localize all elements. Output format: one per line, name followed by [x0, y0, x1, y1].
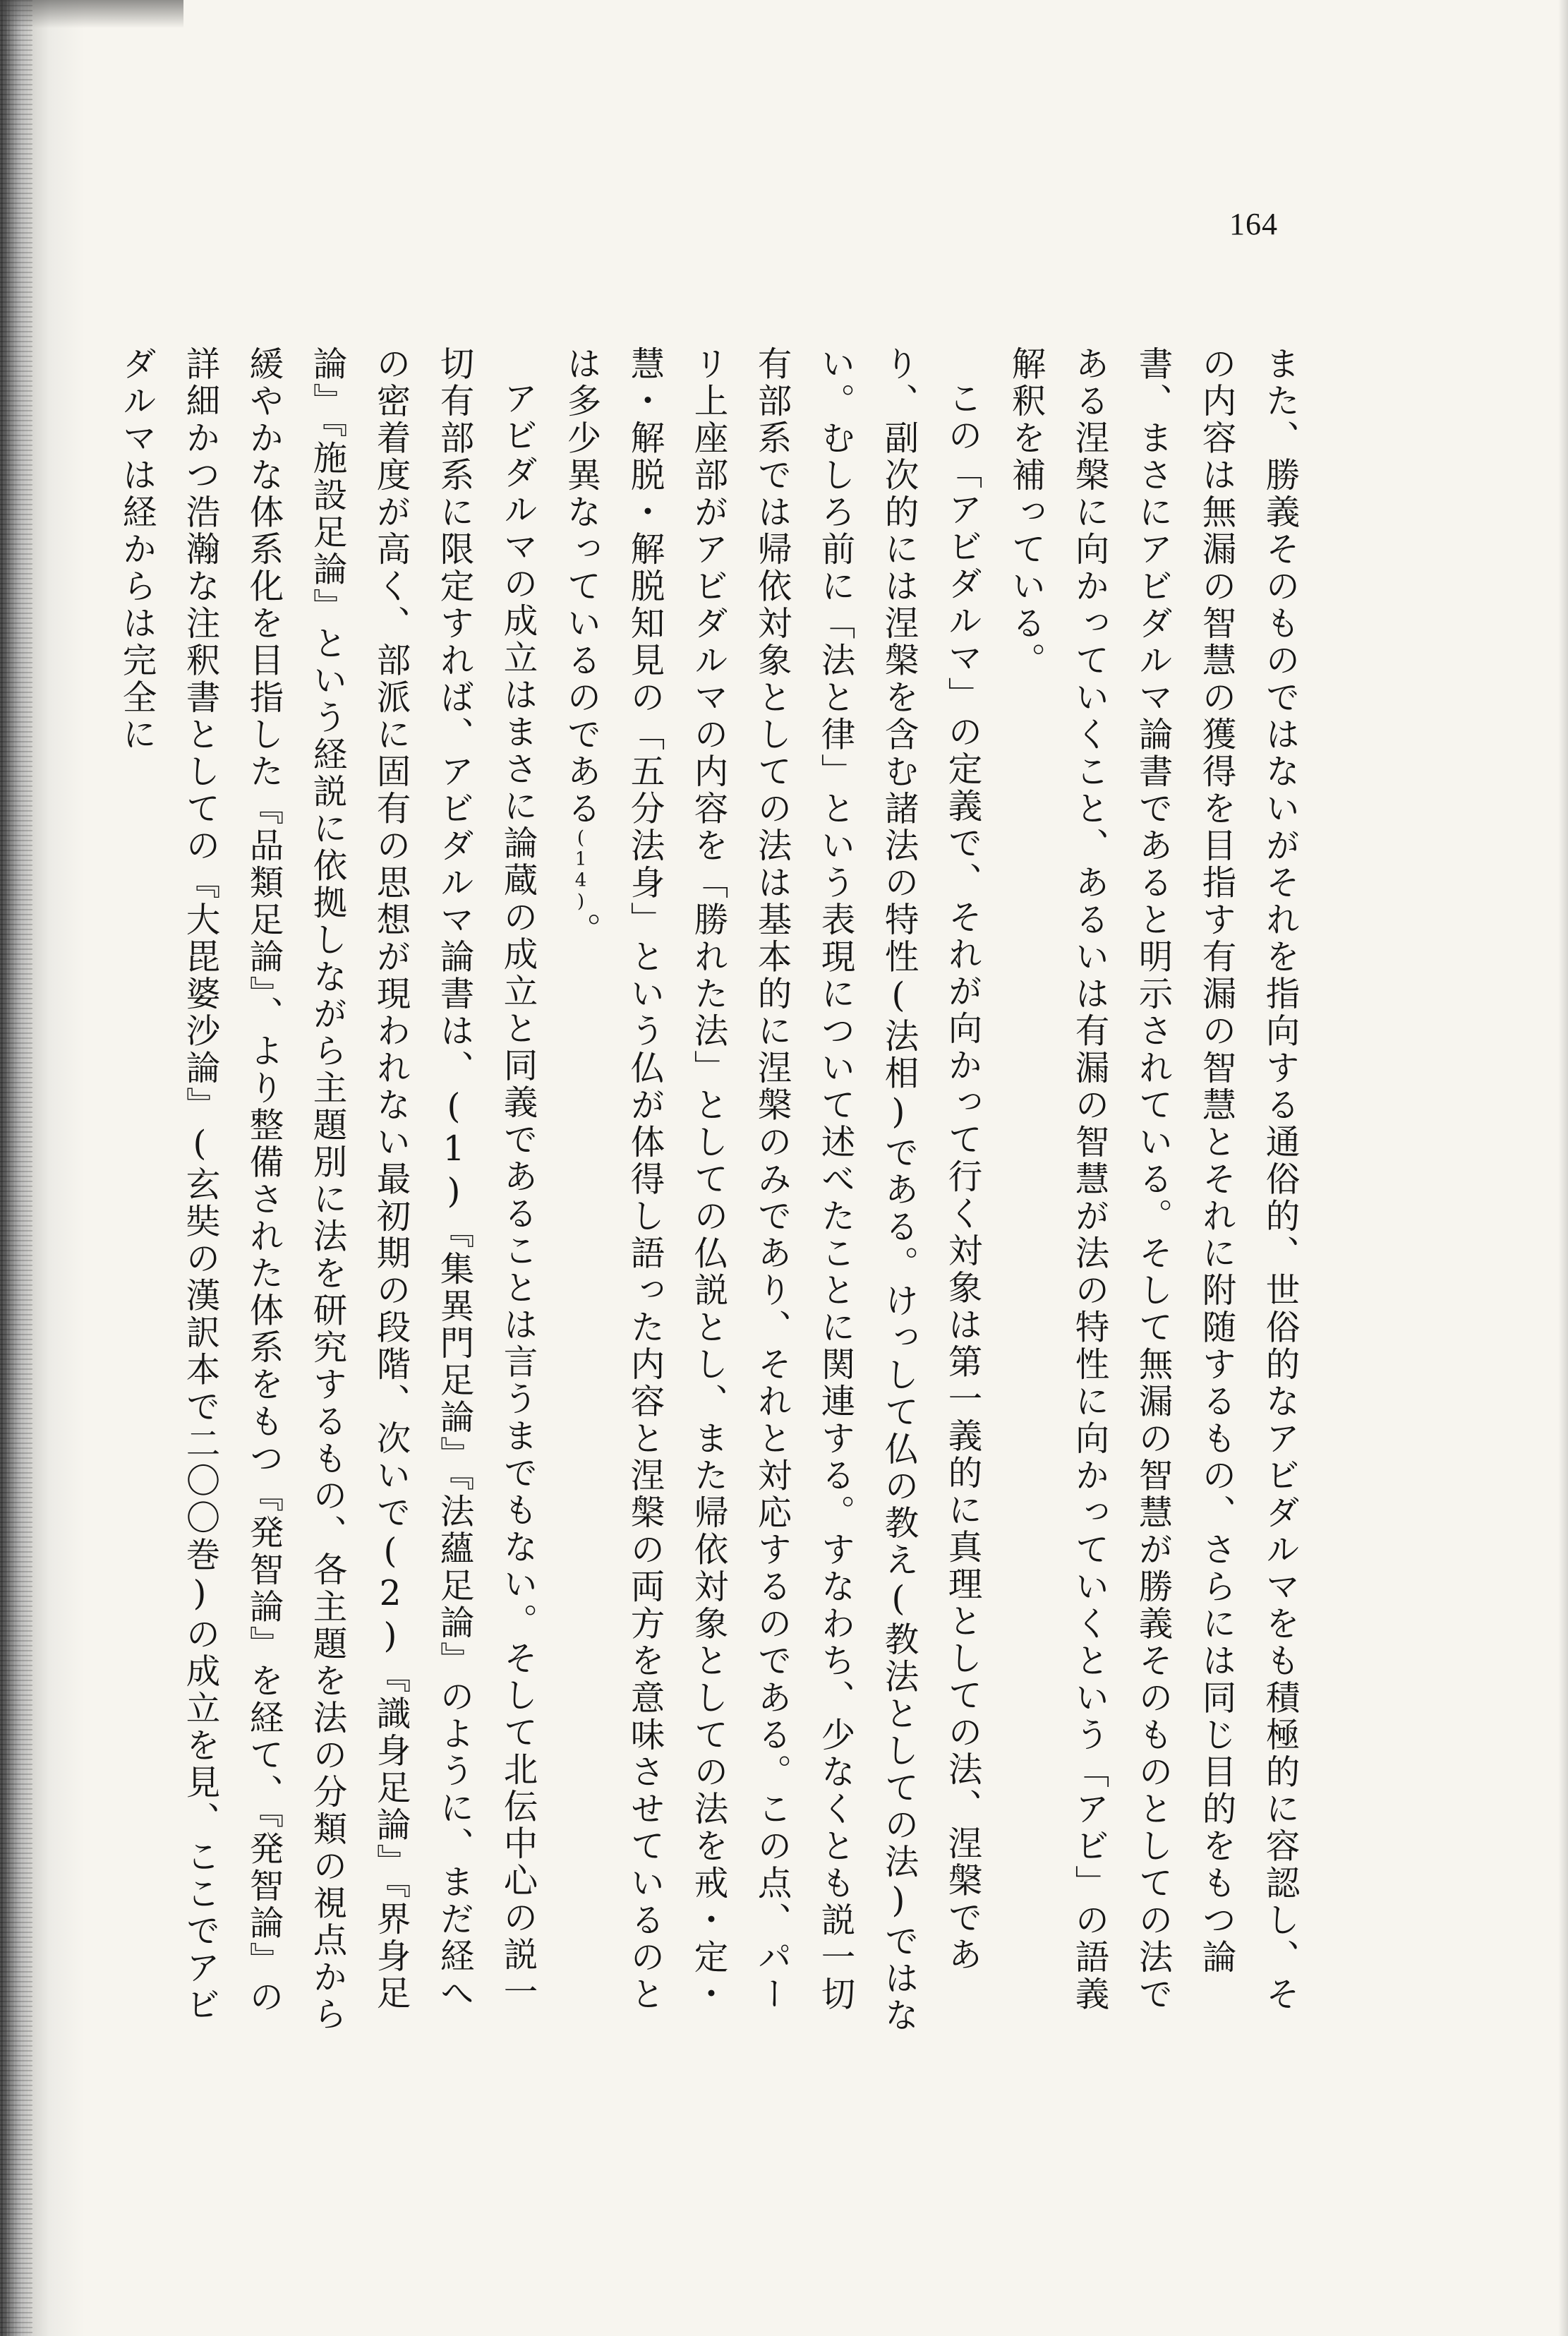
paragraph-1: また、勝義そのものではないがそれを指向する通俗的、世俗的なアビダルマをも積極的に容認し、その内容は無漏の智慧の獲得を目指す有漏の智慧とそれに附随するもの、さらには同じ目的をもつ論書、まさにアビダルマ論書であると明示されている。そして無漏の智慧が勝義そのものとしての法である涅槃に向かっていくこと、あるいは有漏の智慧が法の特性に向かっていくという「アビ」の語義解釈を補っている。 — [1006, 346, 1299, 2013]
footnote-marker: (14) — [570, 827, 591, 913]
paragraph-2 — [549, 346, 994, 2040]
paragraph-2-end: 。 — [561, 912, 601, 949]
page-edge — [1558, 0, 1568, 2336]
vertical-text-body — [41, 346, 1311, 2040]
binding-texture — [0, 0, 32, 2336]
paragraph-2-text: この「アビダルマ」の定義で、それが向かって行く対象は第一義的に真理としての法、涅槃であり、副次的には涅槃を含む諸法の特性(法相)である。けっして仏の教え(教法としての法)ではない。むしろ前に「法と律」という表現について述べたことに関連する。すなわち、少なくとも説一切有部系では帰依対象としての法は基本的に涅槃のみであり、それと対応するのである。この点、パーリ上座部がアビダルマの内容を「勝れた法」としての仏説とし、また帰依対象としての法を戒・定・慧・解脱・解脱知見の「五分法身」という仏が体得し語った内容と涅槃の両方を意味させているのとは多少異なっているのである — [561, 346, 982, 2035]
scan-corner-shadow — [0, 0, 183, 28]
paragraph-3: アビダルマの成立はまさに論蔵の成立と同義であることは言うまでもない。そして北伝中心の説一切有部系に限定すれば、アビダルマ論書は、(1)『集異門足論』『法蘊足論』のように、まだ経への密着度が高く、部派に固有の思想が現われない最初期の段階、次いで(2)『識身足論』『界身足論』『施設足論』という経説に依拠しながら主題別に法を研究するもの、各主題を法の分類の視点から緩やかな体系化を目指した『品類足論』、より整備された体系をもつ『発智論』を経て、『発智論』の詳細かつ浩瀚な注釈書としての『大毘婆沙論』(玄奘の漢訳本で二〇〇巻)の成立を見、ここでアビダルマは経からは完全に — [116, 346, 537, 2033]
page-number: 164 — [1229, 207, 1278, 241]
